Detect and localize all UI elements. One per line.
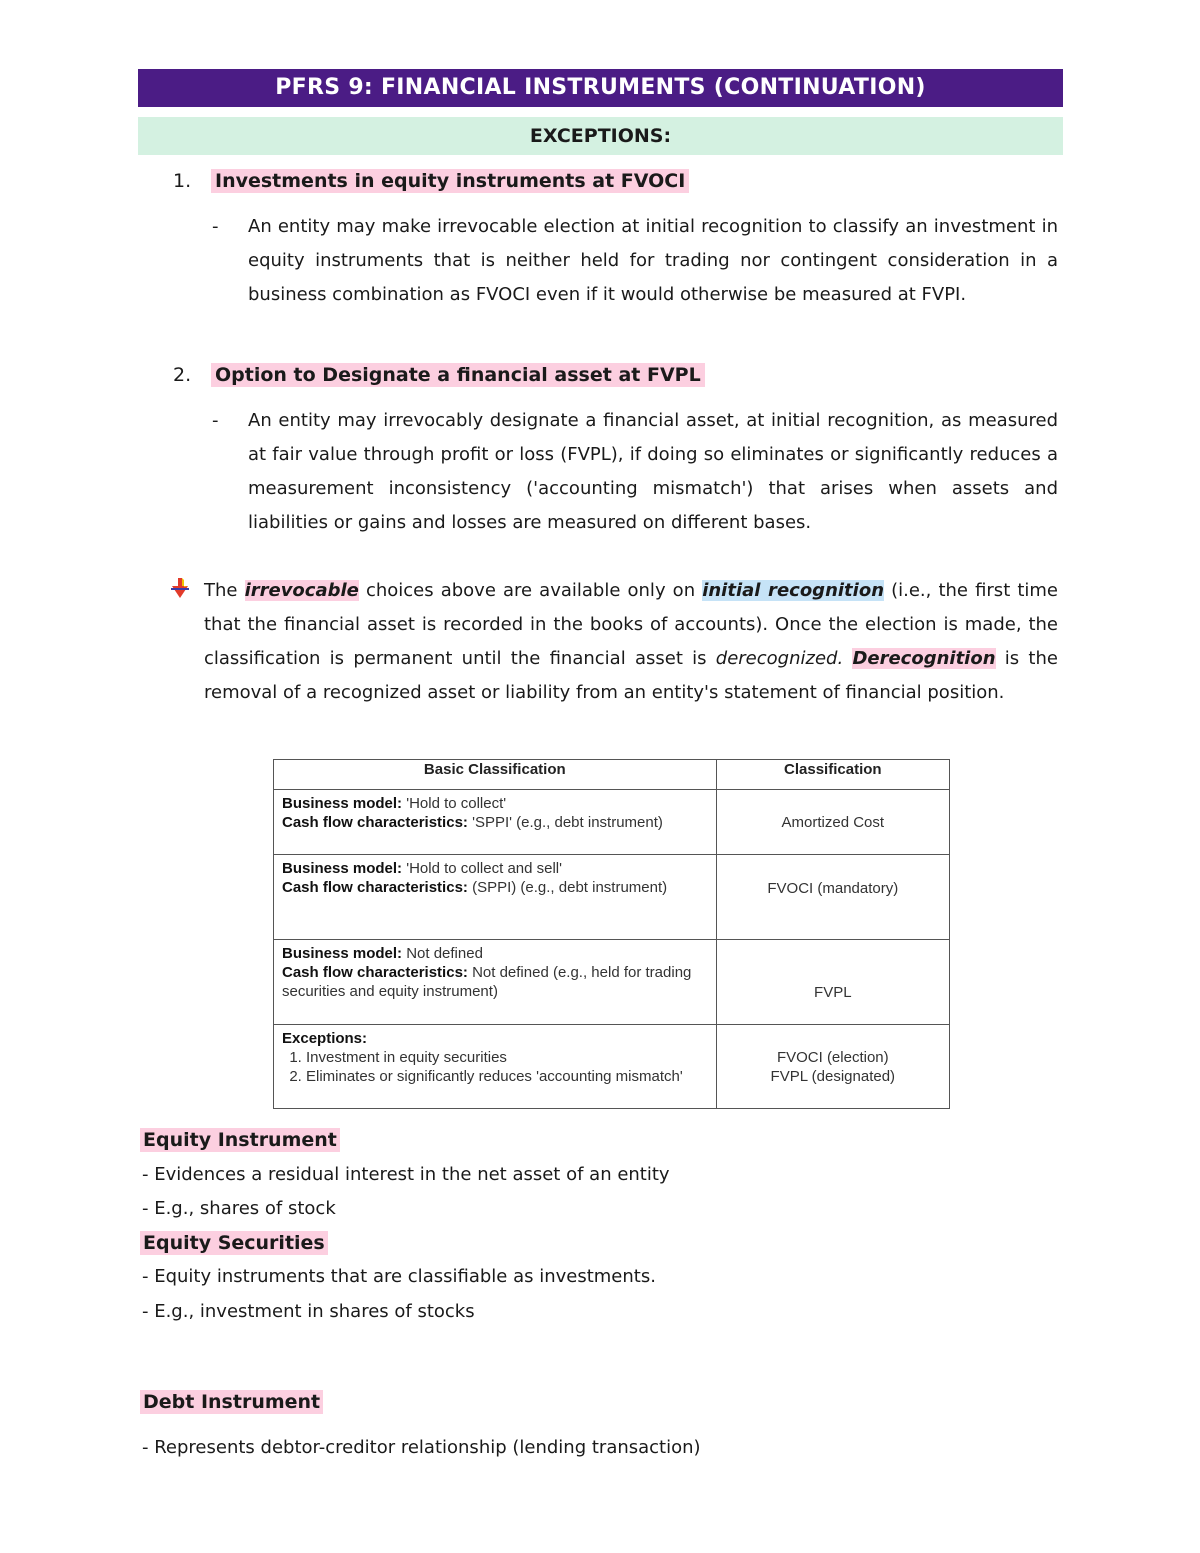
header-classification: Classification (716, 760, 949, 790)
exception-1-heading-row (173, 166, 689, 196)
dash-bullet: - (212, 216, 219, 237)
basic-classification-cell (274, 855, 717, 940)
exceptions-classification-cell (716, 1025, 949, 1109)
exceptions-cell (274, 1025, 717, 1109)
exception-2-number: 2. (173, 364, 192, 386)
fvoci-election-label: FVOCI (election) (776, 1049, 889, 1066)
note-part: The (204, 580, 245, 601)
business-model-label: Business model: (282, 795, 403, 812)
exception-2-heading: Option to Designate a financial asset at FVPL (211, 363, 705, 387)
initial-recognition-term: initial recognition (702, 580, 885, 601)
exceptions-list-item: 1. Investment in equity securities (306, 1048, 708, 1067)
classification-cell: FVPL (716, 940, 949, 1025)
exception-2-description (212, 404, 1058, 540)
irrevocable-term: irrevocable (244, 580, 359, 601)
table-row (274, 940, 950, 1025)
exception-2-text: An entity may irrevocably designate a financial asset, at initial recognition, as measured at fair value through profit or loss (FVPL), if doing so eliminates or significantly reduces a measurement inconsistency ('accounting mismatch') that arises when assets and liabilities or gains and losses are measured on different bases. (248, 410, 1058, 533)
note-part: (i.e., the first time that the financial asset is recorded in the books of accounts). Once the election is made, the classification is permanent until the financial asset is (204, 580, 1058, 669)
basic-classification-cell (274, 790, 717, 855)
cash-flow-value: 'SPPI' (e.g., debt instrument) (467, 814, 663, 831)
classification-table (273, 759, 950, 1109)
exception-1-heading: Investments in equity instruments at FVOCI (211, 169, 689, 193)
table-header-row (274, 760, 950, 790)
business-model-value: Not defined (402, 945, 483, 962)
equity-securities-line-1: - Equity instruments that are classifiable as investments. (142, 1266, 656, 1287)
derecognized-term: derecognized. (715, 648, 844, 669)
dash-bullet: - (212, 410, 219, 431)
exception-1-description (212, 210, 1058, 312)
exception-1-text: An entity may make irrevocable election at initial recognition to classify an investment in equity instruments that is neither held for trading nor contingent consideration in a business combination as FVOCI even if it would otherwise be measured at FVPI. (248, 216, 1058, 305)
equity-instrument-line-1: - Evidences a residual interest in the net asset of an entity (142, 1164, 670, 1185)
debt-instrument-heading-row (140, 1387, 323, 1417)
cash-flow-label: Cash flow characteristics: (282, 964, 468, 981)
note-part: is the removal of a recognized asset or liability from an entity's statement of financial position. (204, 648, 1058, 703)
derecognition-term: Derecognition (852, 648, 996, 669)
business-model-label: Business model: (282, 945, 403, 962)
business-model-value: 'Hold to collect' (402, 795, 507, 812)
header-basic-classification: Basic Classification (274, 760, 717, 790)
basic-classification-cell (274, 940, 717, 1025)
classification-cell: FVOCI (mandatory) (716, 855, 949, 940)
exceptions-list-item: 2. Eliminates or significantly reduces 'accounting mismatch' (306, 1067, 708, 1086)
fvpl-designated-label: FVPL (designated) (770, 1068, 896, 1085)
cash-flow-label: Cash flow characteristics: (282, 879, 468, 896)
cash-flow-value: (SPPI) (e.g., debt instrument) (467, 879, 668, 896)
page-title: PFRS 9: FINANCIAL INSTRUMENTS (CONTINUATION) (138, 69, 1063, 107)
exception-2-heading-row (173, 360, 705, 390)
business-model-label: Business model: (282, 860, 403, 877)
debt-instrument-line-1: - Represents debtor-creditor relationship (lending transaction) (142, 1437, 701, 1458)
table-row (274, 1025, 950, 1109)
cash-flow-value: Not defined (e.g., held for trading securities and equity instrument) (282, 964, 692, 1000)
note-text (204, 574, 1058, 710)
exceptions-list (282, 1048, 708, 1086)
table-row (274, 790, 950, 855)
irrevocable-note (168, 574, 1058, 710)
exception-1-number: 1. (173, 170, 192, 192)
business-model-value: 'Hold to collect and sell' (402, 860, 563, 877)
exceptions-label: Exceptions: (282, 1030, 368, 1047)
debt-instrument-heading: Debt Instrument (140, 1390, 323, 1414)
equity-instrument-heading-row (140, 1125, 340, 1155)
equity-securities-line-2: - E.g., investment in shares of stocks (142, 1301, 475, 1322)
equity-securities-heading: Equity Securities (140, 1231, 328, 1255)
exceptions-subtitle: EXCEPTIONS: (138, 117, 1063, 155)
table-row (274, 855, 950, 940)
equity-instrument-heading: Equity Instrument (140, 1128, 340, 1152)
arrow-bullet-icon (168, 576, 192, 600)
cash-flow-label: Cash flow characteristics: (282, 814, 468, 831)
classification-cell: Amortized Cost (716, 790, 949, 855)
note-part: choices above are available only on (358, 580, 703, 601)
equity-instrument-line-2: - E.g., shares of stock (142, 1198, 336, 1219)
equity-securities-heading-row (140, 1228, 328, 1258)
